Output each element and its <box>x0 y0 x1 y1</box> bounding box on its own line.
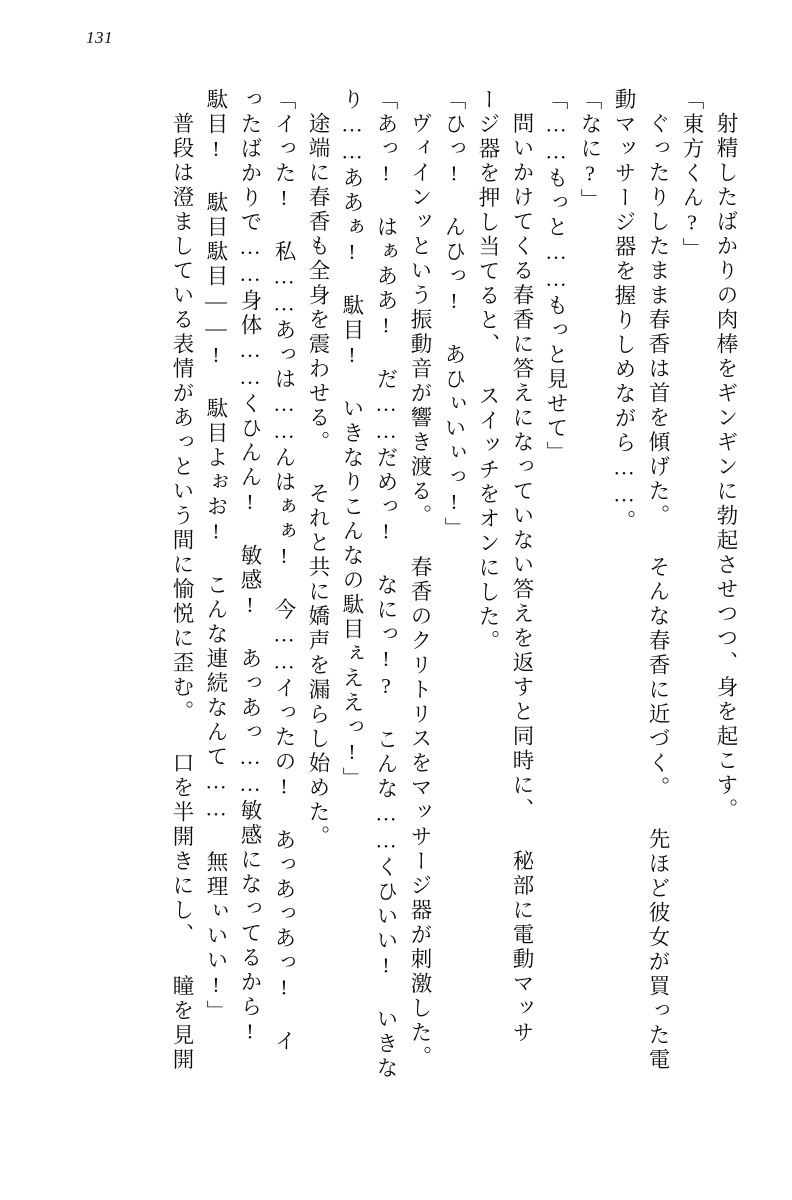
text-line: ったばかりで……身体……くひんん! 敏感! あっあっ……敏感になってるから! <box>238 88 262 1047</box>
text-line: 「……もっと……もっと見せて」 <box>544 88 568 466</box>
text-line: 「あっ! はぁああ! だ……だめっ! なにっ!? こんな……くひいい! いきな <box>374 88 398 1081</box>
text-line: 問いかけてくる春香に答えになっていない答えを返すと同時に、 秘部に電動マッサ <box>510 112 534 1046</box>
text-line: 「ひっ! んひっ! あひぃいぃっ!」 <box>442 88 466 542</box>
page-number: 131 <box>86 28 113 47</box>
vertical-text-block <box>56 88 736 1160</box>
text-line: り……ああぁ! 駄目! いきなりこんなの駄目ぇええっ!」 <box>340 88 364 792</box>
text-line: 「東方くん?」 <box>680 88 704 262</box>
text-line: ージ器を押し当てると、 スイッチをオンにした。 <box>476 88 500 654</box>
text-line: 「なに?」 <box>578 88 602 213</box>
text-line: 射精したばかりの肉棒をギンギンに勃起させつつ、身を起こす。 <box>714 112 738 823</box>
text-line: ぐったりしたまま春香は首を傾げた。 そんな春香に近づく。 先ほど彼女が買った電 <box>646 112 670 1073</box>
text-line: 動マッサージ器を握りしめながら……。 <box>612 88 636 534</box>
text-line: ヴィインッという振動音が響き渡る。 春香のクリトリスをマッサージ器が刺激した。 <box>408 112 432 1070</box>
text-line: 途端に春香も全身を震わせる。 それと共に嬌声を漏らし始めた。 <box>306 112 330 850</box>
text-line: 駄目! 駄目駄目――! 駄目よぉお! こんな連続なんて…… 無理ぃいい!」 <box>204 88 228 1025</box>
text-line: 「イった! 私……あっは……んはぁぁ! 今……イったの! あっあっあっ! イ <box>272 88 296 1054</box>
text-line: 普段は澄ましている表情があっという間に愉悦に歪む。 口を半開きにし、 瞳を見開 <box>170 112 194 1073</box>
